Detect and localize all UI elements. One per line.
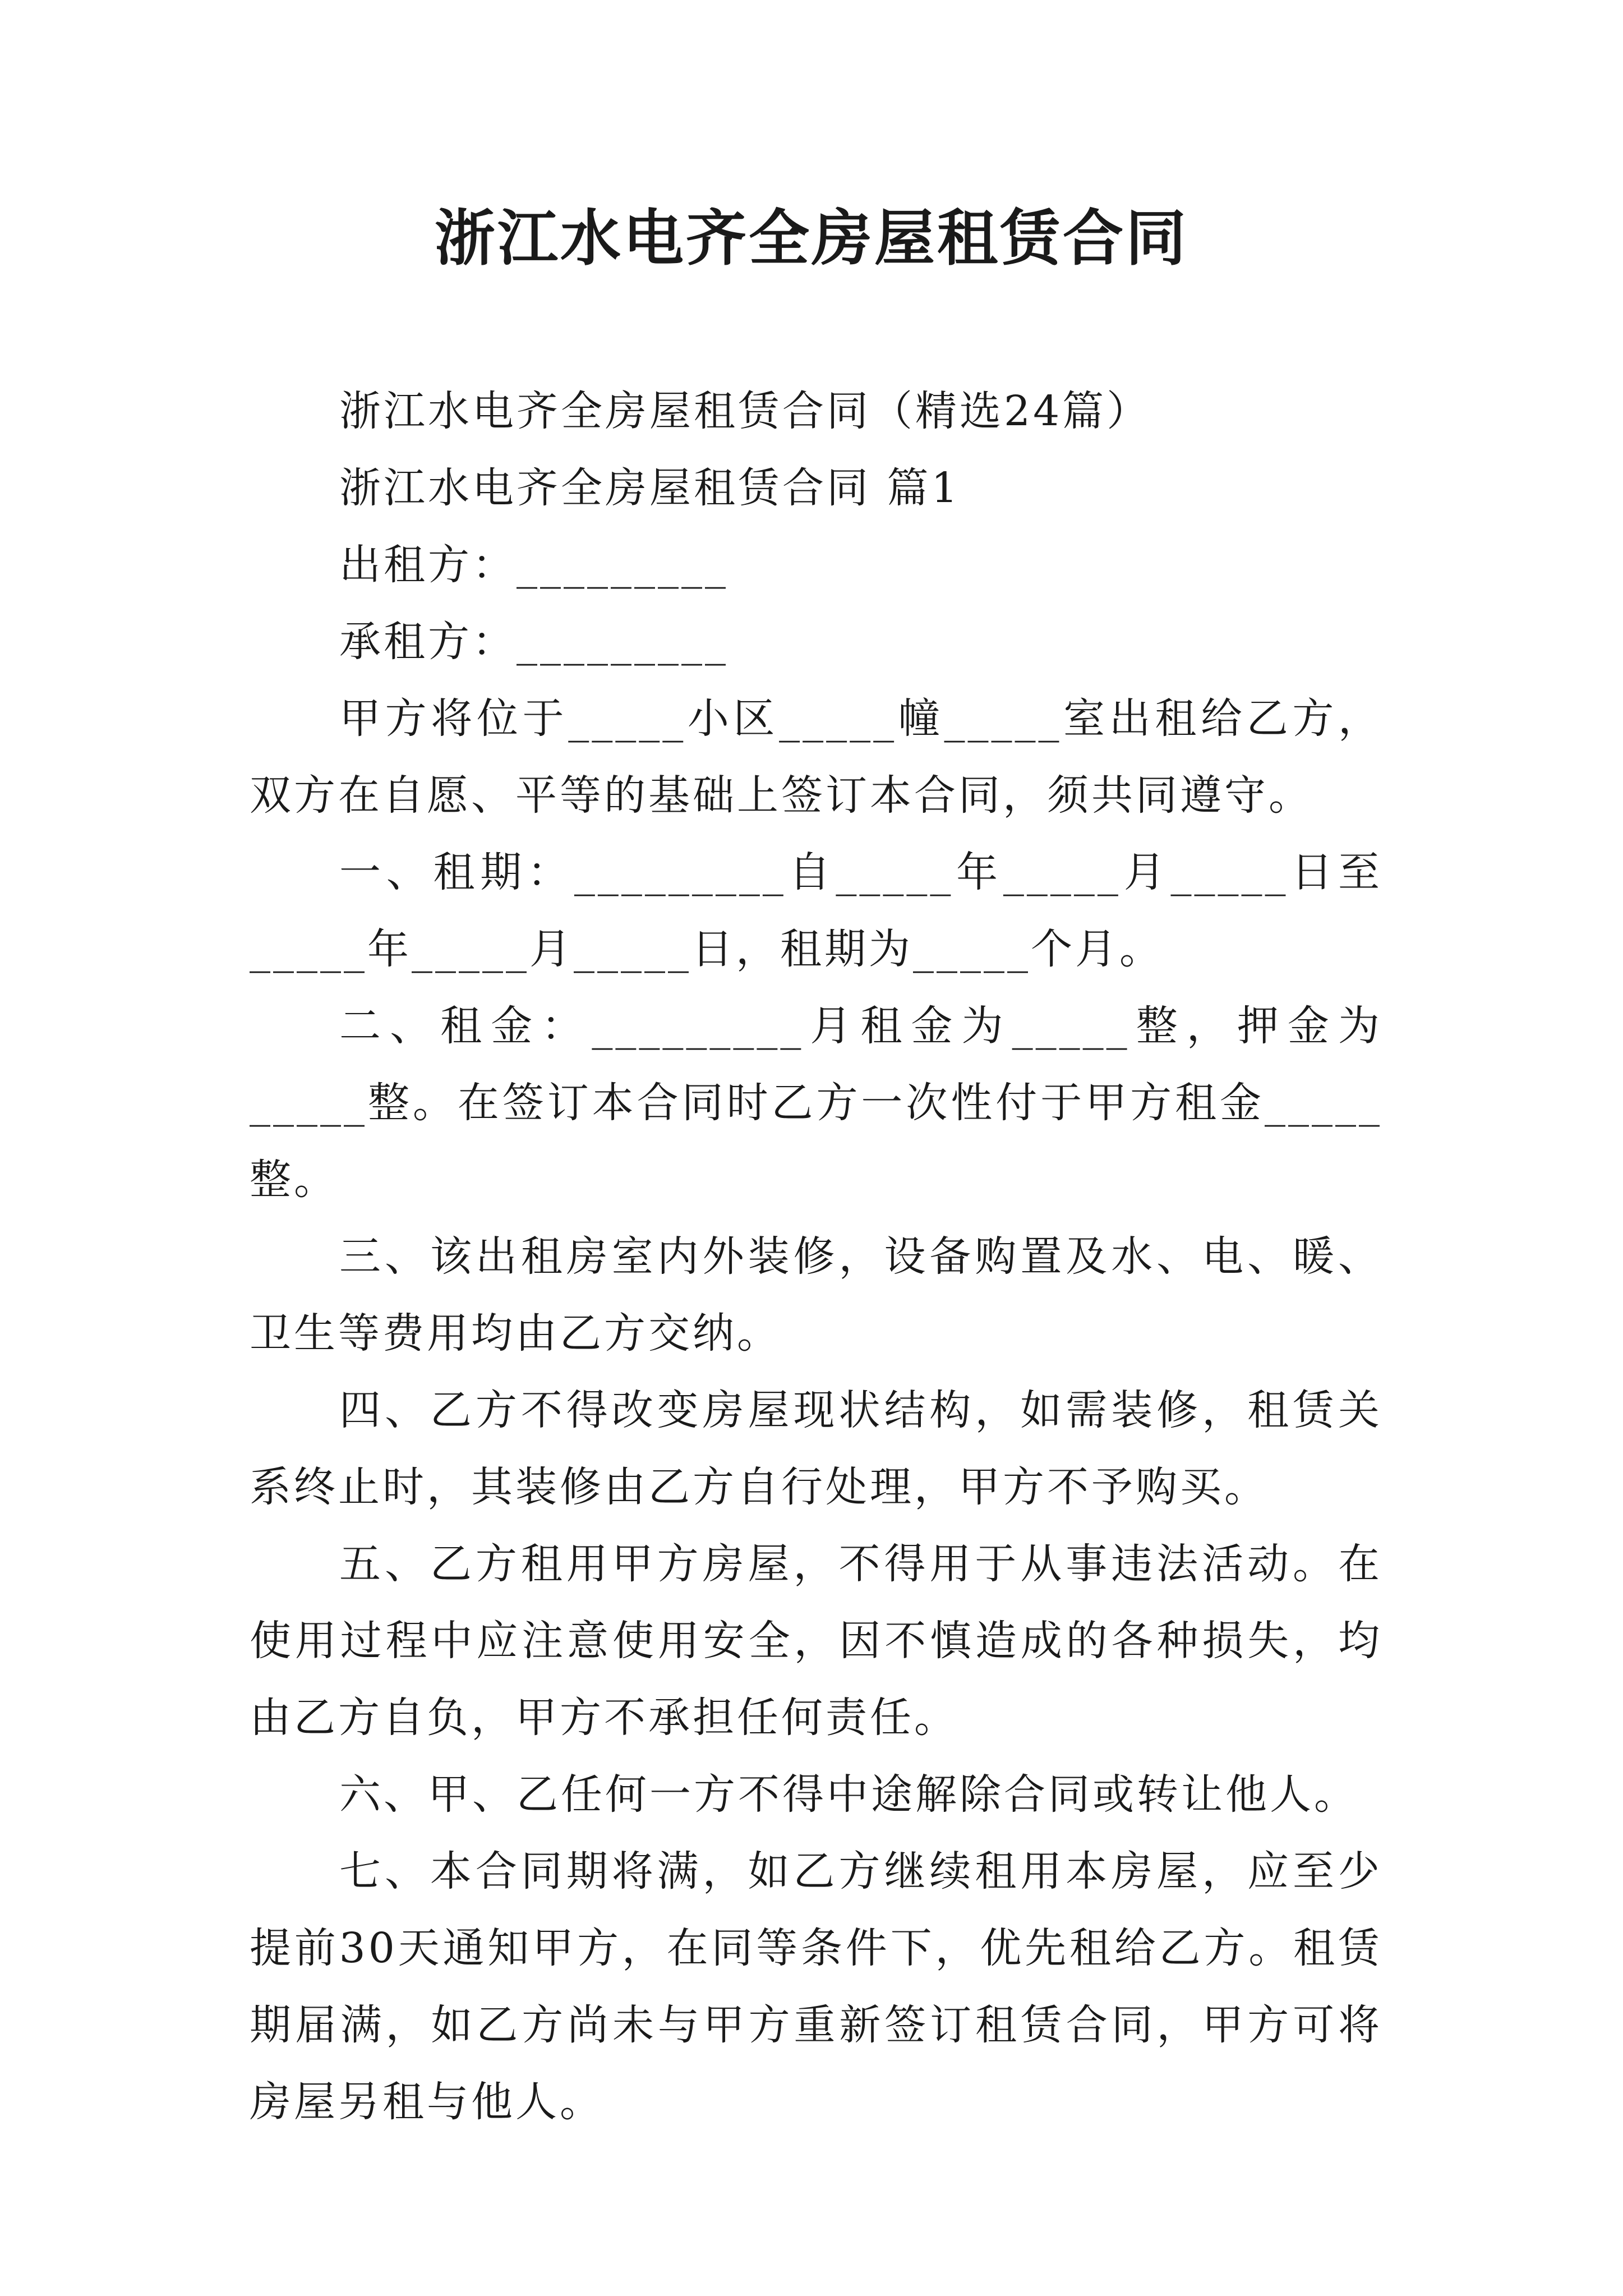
section-heading: 浙江水电齐全房屋租赁合同 篇1 [339,464,961,512]
clause-2-rent: 二、租金：_________月租金为_____整，押金为_____整。在签订本合同时乙方一次性付于甲方租金_____整。 [250,1002,1382,1204]
lessee-line: 承租方：_________ [339,618,728,666]
clause-5-usage: 五、乙方租用甲方房屋，不得用于从事违法活动。在使用过程中应注意使用安全，因不慎造成的各种损失，均由乙方自负，甲方不承担任何责任。 [250,1540,1382,1742]
clause-4-structure: 四、乙方不得改变房屋现状结构，如需装修，租赁关系终止时，其装修由乙方自行处理，甲方不予购买。 [250,1386,1382,1511]
clause-6-termination: 六、甲、乙任何一方不得中途解除合同或转让他人。 [339,1770,1358,1819]
document-body [250,373,1382,2141]
subtitle-line: 浙江水电齐全房屋租赁合同（精选24篇） [339,387,1151,435]
clause-1-lease-term: 一、租期：_________自_____年_____月_____日至_____年_____月_____日，租期为_____个月。 [250,848,1382,973]
paragraph-premises: 甲方将位于_____小区_____幢_____室出租给乙方，双方在自愿、平等的基础上签订本合同，须共同遵守。 [250,694,1382,820]
clause-7-renewal: 七、本合同期将满，如乙方继续租用本房屋，应至少提前30天通知甲方，在同等条件下，优先租给乙方。租赁期届满，如乙方尚未与甲方重新签订租赁合同，甲方可将房屋另租与他人。 [250,1847,1382,2126]
clause-3-fees: 三、该出租房室内外装修，设备购置及水、电、暖、卫生等费用均由乙方交纳。 [250,1232,1382,1358]
lessor-line: 出租方：_________ [339,541,728,589]
document-title: 浙江水电齐全房屋租赁合同 [434,203,1188,274]
